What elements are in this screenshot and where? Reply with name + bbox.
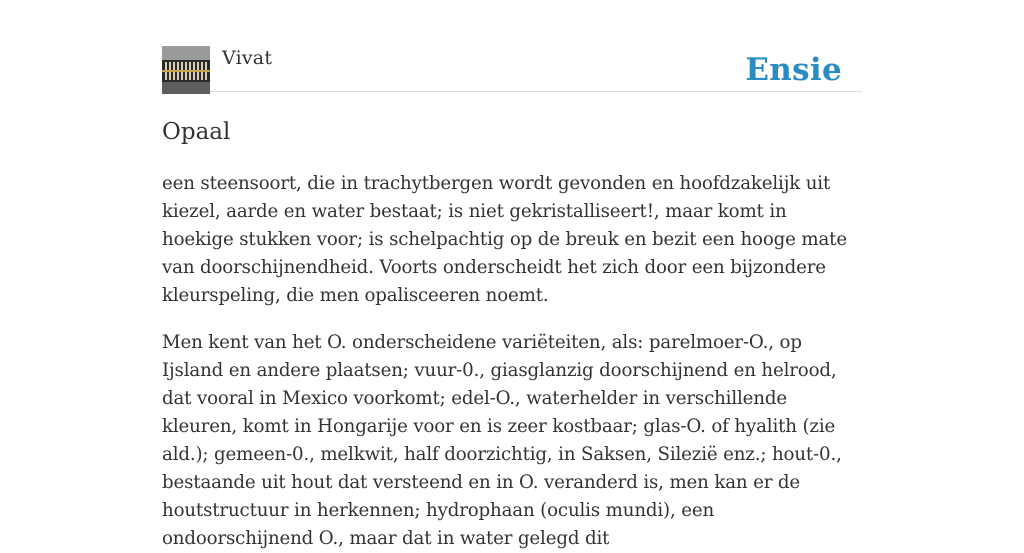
author-name[interactable]: Vivat xyxy=(222,47,273,69)
book-spines-avatar-icon xyxy=(162,46,210,94)
article-container xyxy=(162,46,862,553)
header xyxy=(162,46,862,92)
page-title: Opaal xyxy=(162,119,231,145)
article-paragraph: een steensoort, die in trachytbergen wordt gevonden en hoofdzakelijk uit kiezel, aarde en water bestaat; is niet gekristalliseert!, maar komt in hoekige stukken voor; is schelpachtig op de breuk en bezit een hooge mate van doorschijnendheid. Voorts onderscheidt het zich door een bijzondere kleurspeling, die men opalisceeren noemt. xyxy=(162,173,847,306)
avatar[interactable] xyxy=(162,46,210,94)
article-paragraph: Men kent van het O. onderscheidene variëteiten, als: parelmoer-O., op Ijsland en andere plaatsen; vuur-0., giasglanzig doorschijnend en helrood, dat vooral in Mexico voorkomt; edel-O., waterhelder in verschillende kleuren, komt in Hongarije voor en is zeer kostbaar; glas-O. of hyalith (zie ald.); gemeen-0., melkwit, half doorzichtig, in Saksen, Silezië enz.; hout-0., bestaande uit hout dat versteend en in O. veranderd is, men kan er de houtstructuur in herkennen; hydrophaan (oculis mundi), een ondoorschijnend O., maar dat in water gelegd dit xyxy=(162,332,842,549)
brand-logo[interactable]: Ensie xyxy=(745,52,842,88)
